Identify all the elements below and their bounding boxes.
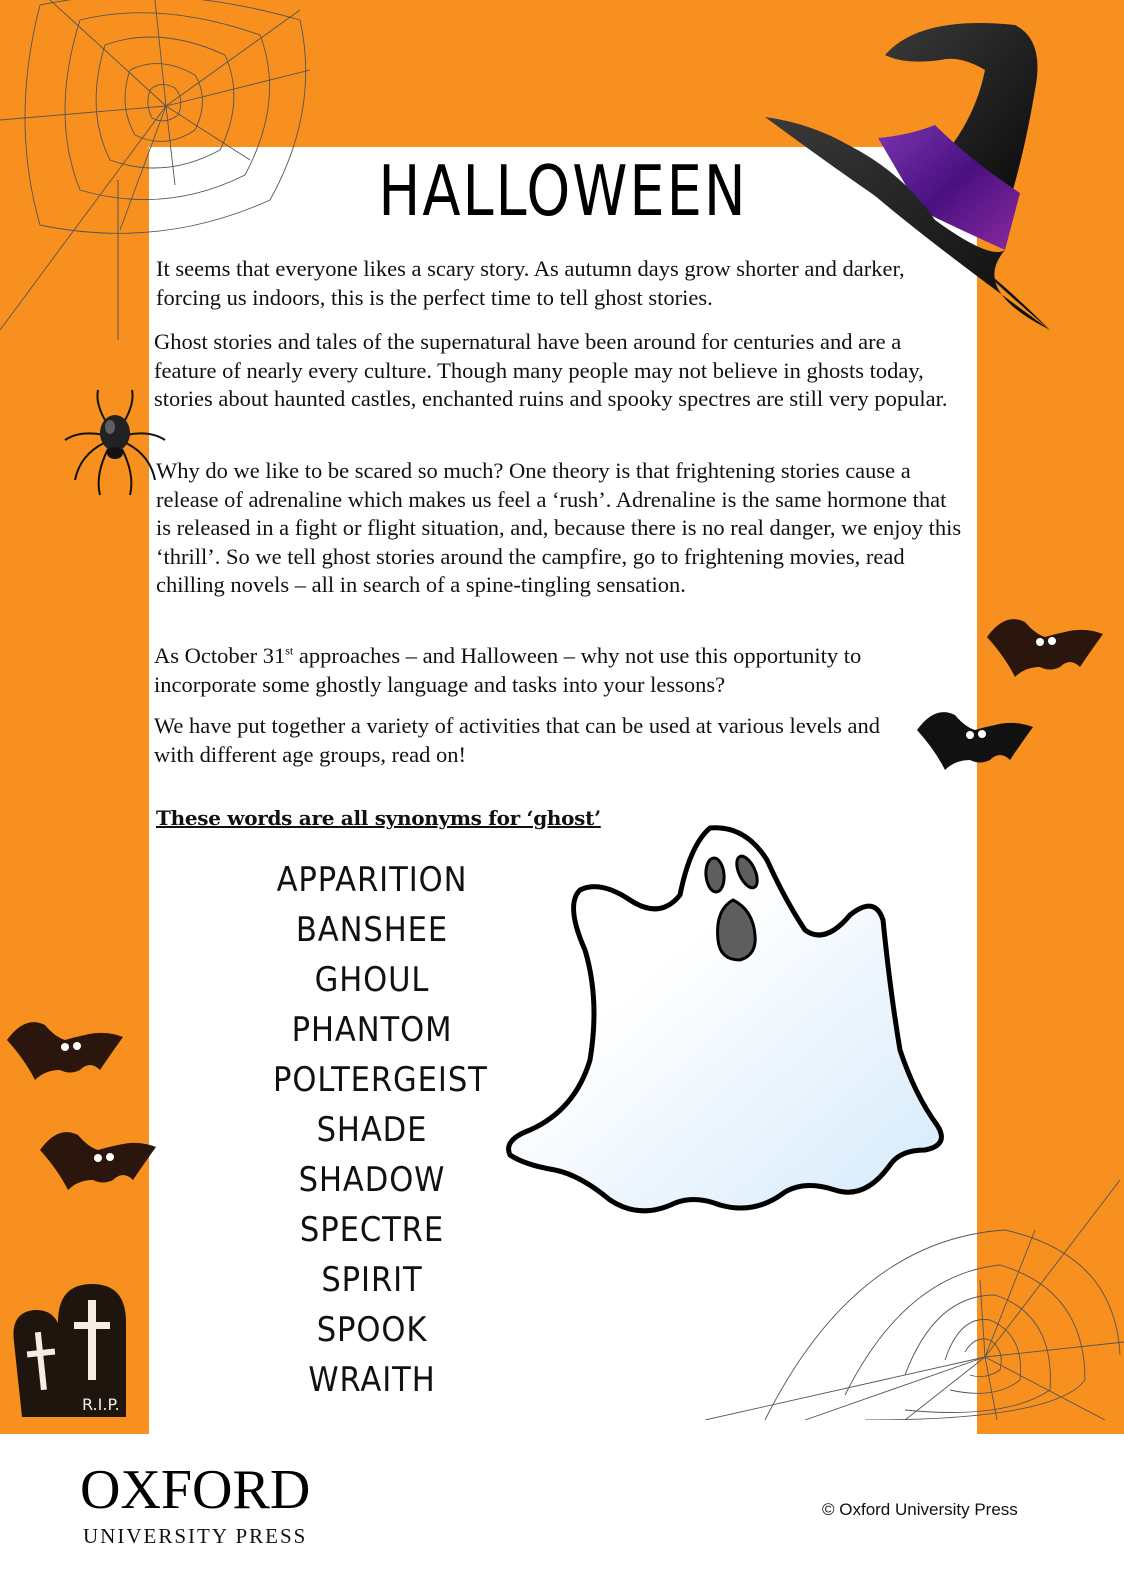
- synonym-item: GHOUL: [314, 960, 430, 1000]
- october-paragraph: [154, 642, 954, 699]
- synonym-item: BANSHEE: [295, 910, 449, 950]
- tombstone-icon: [10, 1282, 130, 1417]
- paragraph-text: Ghost stories and tales of the supernatural have been around for centuries and are a feature of nearly every culture. Though many people may not believe in ghosts today, stories about haunted castles, enchanted ruins and spooky spectres are still very popular.: [154, 329, 948, 411]
- ghost-icon: [505, 820, 945, 1230]
- synonyms-heading: These words are all synonyms for ‘ghost’: [156, 806, 601, 830]
- synonym-item: SPIRIT: [321, 1260, 423, 1300]
- logo-main-text: OXFORD: [80, 1459, 311, 1521]
- paragraph-text: We have put together a variety of activities that can be used at various levels and with different age groups, read on!: [154, 713, 881, 767]
- synonym-item: PHANTOM: [291, 1010, 453, 1050]
- synonym-item: WRAITH: [308, 1360, 436, 1400]
- synonym-list: [262, 855, 488, 1405]
- activities-paragraph: [154, 712, 894, 769]
- synonym-item: SHADE: [316, 1110, 428, 1150]
- bat-icon: [5, 1015, 125, 1085]
- theory-paragraph: [156, 457, 962, 600]
- bat-icon: [38, 1125, 158, 1195]
- copyright-notice: © Oxford University Press: [822, 1500, 1018, 1519]
- history-paragraph: [154, 328, 954, 414]
- paragraph-text: approaches – and Halloween – why not use this opportunity to incorporate some ghostly language and tasks into your lessons?: [154, 643, 862, 697]
- ordinal-suffix: st: [285, 643, 294, 658]
- page-title: HALLOWEEN: [378, 150, 748, 232]
- synonym-item: POLTERGEIST: [273, 1060, 488, 1100]
- synonym-item: SPOOK: [316, 1310, 428, 1350]
- intro-paragraph: [156, 255, 956, 312]
- synonym-item: SHADOW: [298, 1160, 446, 1200]
- spider-web-icon: [705, 1180, 1124, 1420]
- oxford-logo: [80, 1459, 311, 1549]
- synonym-item: SPECTRE: [299, 1210, 445, 1250]
- synonym-item: APPARITION: [276, 860, 468, 900]
- bat-icon: [915, 705, 1035, 777]
- bat-icon: [985, 612, 1105, 682]
- paragraph-text: As October 31: [154, 643, 286, 668]
- paragraph-text: Why do we like to be scared so much? One theory is that frightening stories cause a release of adrenaline which makes us feel a ‘rush’. Adrenaline is the same hormone that is released in a fight or flight situation, and, because there is no real danger, we enjoy this ‘thrill’. So we tell ghost stories around the campfire, go to frightening movies, read chilling novels – all in search of a spine-tingling sensation.: [156, 458, 962, 597]
- logo-sub-text: UNIVERSITY PRESS: [83, 1524, 308, 1548]
- paragraph-text: It seems that everyone likes a scary story. As autumn days grow shorter and darker, forcing us indoors, this is the perfect time to tell ghost stories.: [156, 256, 905, 310]
- tombstone-label: R.I.P.: [82, 1395, 120, 1414]
